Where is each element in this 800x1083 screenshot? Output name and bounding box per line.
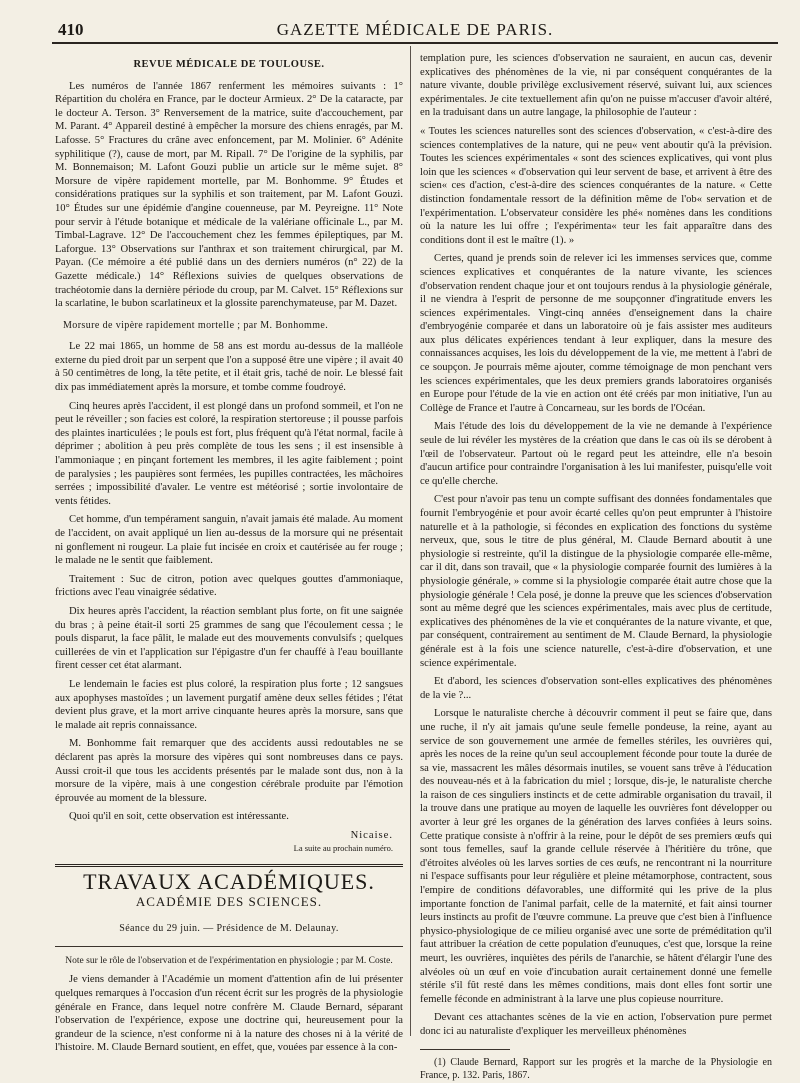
paragraph: Les numéros de l'année 1867 renferment les mémoires suivants : 1° Répartition du choléra en France, par le docteur Armieux. 2° De la cataracte, par le docteur A. Terson. 3° Renversement de la matrice, suite d'accouchement, par M. Parant. 4° Appareil destiné à empêcher la morsure des chiens enragés, par M. Lafosse. 5° Fractures du crâne avec enfoncement, par M. Molinier. 6° Adénite syphilitique (?), cause de mort, par M. Ripall. 7° De l'origine de la syphilis, par M. Bonnemaison; M. Lafont Gouzi publie un article sur le même sujet. 8° Morsure de vipère rapidement mortelle, par M. Bonhomme. 9° Études et considérations pratiques sur la syphilis et son traitement, par M. Lafont Gouzi. 10° Études sur une épidémie d'angine couenneuse, par M. Peyreigne. 11° Note pour servir à l'étude botanique et médicale de la valériane officinale L., par M. Timbal-Lagrave. 12° De l'accouchement chez les femmes épileptiques, par M. Laforgue. 13° Observations sur l'anthrax et son traitement chirurgical, par M. Payan. (Ce mémoire a été publié dans un des derniers numéros (n° 22) de la Gazette médicale.) 14° Réflexions suivies de quelques observations de trachéotomie dans la dernière période du croup, par M. Calvet. 15° Réflexions sur la scarlatine, le bubon scarlatineux et la glossite parenchymateuse, par M. Dazet. [55,80,403,310]
paragraph: Mais l'étude des lois du développement de la vie ne demande à l'expérience seule de lui révéler les mystères de la création que dans le cas où ils se dérobent à l'œil de l'observateur. Partout où le regard peut les atteindre, elle n'a besoin d'aucun artifice pour contraindre l'organisation à les lui manifester, puisqu'elle voit ce qu'elle cherche. [420,421,772,487]
note-title: Note sur le rôle de l'observation et de l'expérimentation en physiologie ; par M. Coste. [65,955,393,966]
page-header [52,14,778,44]
paragraph: M. Bonhomme fait remarquer que des accidents aussi redoutables ne se déclarent pas après la morsure des vipères qui sont nombreuses dans ce pays. Aussi croit-il que tous les accidents présentés par le malade sont dus, non à la morsure de la vipère, mais à une congestion cérébrale produite par l'émotion éprouvée au moment de la blessure. [55,738,403,804]
journal-title: GAZETTE MÉDICALE DE PARIS. [276,20,554,39]
paragraph: Cinq heures après l'accident, il est plongé dans un profond sommeil, et l'on ne peut le réveiller ; son facies est coloré, la respiration stertoreuse ; il pousse parfois des plaintes inarticulées ; le pouls est fort, plus fréquent qu'à l'état normal, facile à déprimer ; abolition à peu près complète de tous les sens ; il est insensible à l'ammoniaque ; en pinçant fortement les membres, il les agite faiblement ; point de paralysies ; les paupières sont fermées, les pupilles contractées, les mâchoires serrées ; impossibilité d'avaler. Le ventre est météorisé ; sortie involontaire de vents fétides. [55,400,403,507]
section-heading: TRAVAUX ACADÉMIQUES. [83,869,375,895]
section-title: REVUE MÉDICALE DE TOULOUSE. [133,59,325,70]
left-column [55,52,403,1054]
paragraph: Dix heures après l'accident, la réaction semblant plus forte, on fit une saignée du bras ; à peine était-il sorti 25 grammes de sang que l'écoulement cessa ; le pouls disparut, la face pâlit, le malade eut des mouvements convulsifs ; quelques cuillerées de vin et l'application sur l'épigastre d'un fer chauffé à l'eau bouillante firent cesser cet état alarmant. [55,605,403,672]
session-line: Séance du 29 juin. — Présidence de M. Delaunay. [119,923,339,935]
paragraph: Devant ces attachantes scènes de la vie en action, l'observation pure permet donc ici au naturaliste d'expliquer les merveilleux phénomènes [420,1012,772,1037]
right-column [420,52,772,1082]
paragraph: Lorsque le naturaliste cherche à découvrir comment il peut se faire que, dans une ruche, il n'y ait jamais qu'une seule femelle pondeuse, la reine, ayant au service de son gouvernement une armée de femelles stériles, les ouvrières qui, après les noces de la reine qu'un seul accouplement féconde pour toute la durée de sa vie, massacrent les mâles désormais inutiles, se vouent sans trêve à l'éducation des nouveau-nés et à la fabrication du miel ; lorsque, dis-je, le naturaliste cherche la raison de ces singuliers instincts et de cette admirable organisation du travail, il la trouve dans une pratique au moyen de laquelle les ouvrières font développer ou avorter à leur gré les organes de la génération des larves confiées à leurs soins. Cette pratique consiste à n'offrir à la reine, pour le dépôt de ses premiers œufs qui sont tous femelles, sauf la grande cellule réservée à l'héritière du trône, que d'étroites alvéoles où les larves sorties de ces œufs, ne rencontrant ni la nourriture ni l'espace suffisants pour leur régulière et pleine métamorphose, contractent, sous l'empire de conditions défavorables, une difformité qui les prive de la plus importante fonction de l'animal parfait, celle de la maternité, et fait ainsi tourner leurs instincts au profit de l'œuvre commune. La preuve que c'est bien à l'influence physico-physiologique de ce milieu organisé avec une sorte de préméditation qu'il faut attribuer la création de cette population d'eunuques, c'est que, lorsque la reine meurt, les ouvrières, inquiètes des périls de l'anarchie, se hâtent d'élargir l'une des alvéoles où un œuf en voie d'incubation aurait certainement donné une femelle stérile s'il fût resté dans les mêmes conditions, mais dont elles font sortir une femelle féconde en administrant à la larve une plus copieuse nourriture. [420,708,772,1005]
paragraph: Je viens demander à l'Académie un moment d'attention afin de lui présenter quelques remarques à l'occasion d'un récent écrit sur les progrès de la physiologie générale en France, dans lequel notre confrère M. Claude Bernard, séparant l'observation de l'expérience, expose une doctrine qui, heureusement pour la grandeur de la science, n'est conforme ni à la nature des choses ni à la vérité de l'histoire. M. Claude Bernard soutient, en effet, que, vouées par essence à la con- [55,974,403,1054]
continued-note: La suite au prochain numéro. [293,843,393,854]
paragraph: Cet homme, d'un tempérament sanguin, n'avait jamais été malade. Au moment de l'accident, on avait appliqué un lien au-dessus de la morsure qui ne présentait ni gonflement ni rougeur. La plaie fut incisée en croix et cautérisée au fer rouge ; le malade ne le sentit que faiblement. [55,514,403,567]
page-number: 410 [58,20,84,39]
paragraph: Quoi qu'il en soit, cette observation est intéressante. [69,811,289,823]
footnote: (1) Claude Bernard, Rapport sur les progrès et la marche de la Physiologie en France, p. 132. Paris, 1867. [420,1056,772,1082]
quote-text: « Toutes les sciences naturelles sont des sciences d'observation, « c'est-à-dire des sciences contemplatives de la nature, qui ne peu« vent aboutir qu'à la prévision. Toutes les sciences expérimentales « sont des sciences explicatives, qui vont plus loin que les sciences « d'observation qui leur servent de base, et arrivent à être des scien« ces d'action, c'est-à-dire des sciences conquérantes de la nature. « Cette distinction fondamentale ressort de la définition même de l'ob« servation et de l'expérimentation. L'observateur considère les phé« nomènes dans les conditions où la nature les lui offre ; l'expérimenta« teur les fait apparaître dans des conditions dont il est le maître (1). » [420,125,772,246]
paragraph: Le lendemain le facies est plus coloré, la respiration plus forte ; 12 sangsues aux apophyses mastoïdes ; un lavement purgatif amène deux selles fétides ; l'état devient plus grave, et la mort arrive cinquante heures après la morsure, sans que le malade ait repris connaissance. [55,678,403,731]
divider [55,946,403,947]
paragraph: Le 22 mai 1865, un homme de 58 ans est mordu au-dessus de la malléole externe du pied droit par un serpent que l'on a supposé être une vipère ; il avait 40 à 50 centimètres de long, la tête petite, et il était gris, taché de noir. Le blessé fait dix pas immédiatement après la morsure, et tombe comme foudroyé. [55,341,403,394]
section-divider [55,864,403,867]
paragraph: Traitement : Suc de citron, potion avec quelques gouttes d'ammoniaque, frictions avec l'eau vinaigrée sédative. [55,573,403,599]
paragraph: C'est pour n'avoir pas tenu un compte suffisant des données fondamentales que fournit l'embryogénie et pour avoir écarté celles qu'on peut emprunter à l'histoire naturelle et à la pathologie, si fécondes en explication des fonctions du système nerveux, que, sous le titre de plus général, M. Claude Bernard aboutit à une physiologie si restreinte, qu'il la distingue de la physiologie comparée elle-même, car il dit, dans son travail, que « la physiologie comparée fournit des lumières à la physiologie générale, » comme si la physiologie comparée était autre chose que la physiologie générale ! Cela posé, je donne la preuve que les sciences d'observation sont au même degré que les sciences expérimentales, mais avec plus de certitude, explicatives des phénomènes de la vie et conquérantes de la nature vivante, et que, par conséquent, contrairement au sentiment de M. Claude Bernard, la physiologie générale est à la fois une science naturelle, c'est-à-dire d'observation, et une science expérimentale. [420,494,772,669]
quotation [420,125,772,247]
article-title: Morsure de vipère rapidement mortelle ; par M. Bonhomme. [63,319,329,331]
paragraph: Certes, quand je prends soin de relever ici les immenses services que, comme sciences explicatives et conquérantes de la nature vivante, les sciences d'observation rendent chaque jour et ont toujours rendus à la physiologie générale, il ne viendra à l'esprit de personne de me soupçonner d'ingratitude envers les sciences expérimentales. Vingt-cinq années d'enseignement dans la chaire d'embryogénie comparée et dans un laboratoire où je fais assister mes auditeurs aux plus délicates expériences tendant à leur expliquer, dans la mesure des connaissances acquises, les lois du développement de la vie, me mettent à l'abri de ce soupçon. Je pourrais même ajouter, comme témoignage de mon penchant vers les sciences expérimentales, que les deux premiers grands laboratoires organisés en Europe pour l'étude de la vie en action ont été créés par mon initiative, l'un au Collège de France et l'autre à Concarneau, sur les bords de l'Océan. [420,253,772,414]
footnote-rule [420,1049,510,1050]
paragraph: templation pure, les sciences d'observation ne sauraient, en aucun cas, devenir explicatives des phénomènes de la vie, ni par conséquent conquérantes de la nature vivante, double privilège exclusivement réservé, suivant lui, aux sciences expérimentales. Je cite textuellement afin qu'on ne puisse m'accuser d'avoir altéré, en la traduisant dans un autre langage, la philosophie de l'auteur : [420,53,772,119]
paragraph: Et d'abord, les sciences d'observation sont-elles explicatives des phénomènes de la vie ?... [420,676,772,701]
subsection-heading: ACADÉMIE DES SCIENCES. [135,893,323,909]
signature: Nicaise. [350,829,393,841]
column-divider [410,46,411,1036]
